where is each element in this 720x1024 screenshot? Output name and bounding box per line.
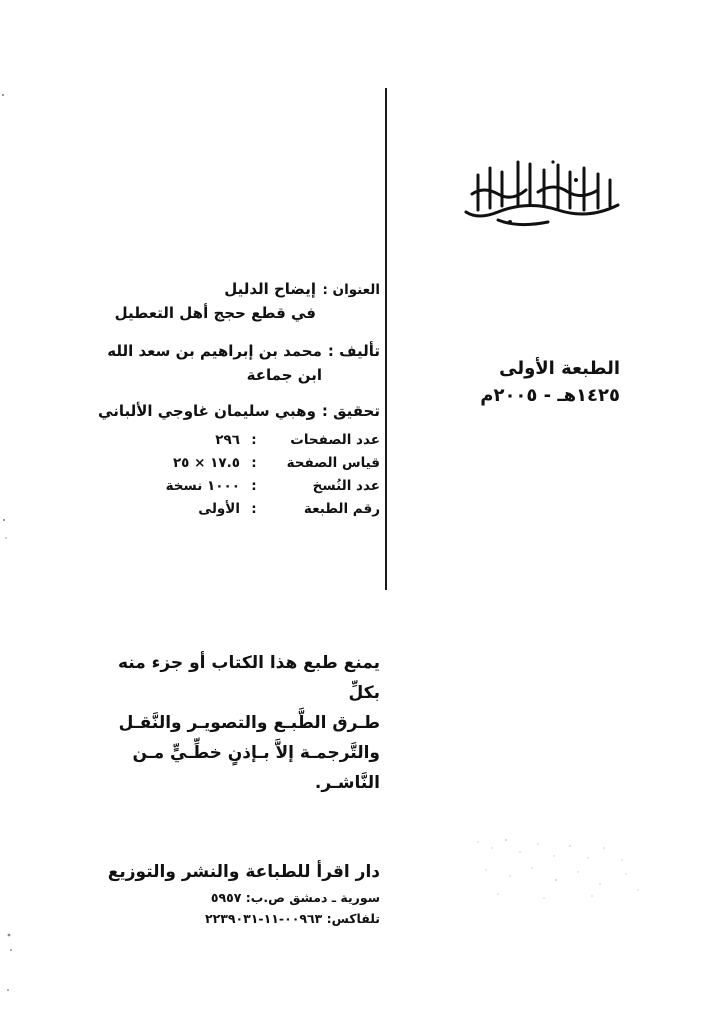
title-row — [80, 282, 380, 298]
detail-label: عدد النُسخ — [312, 477, 380, 494]
edition-label: الطبعة الأولى — [499, 358, 620, 379]
detail-separator: : — [251, 500, 257, 517]
author-line1: محمد بن إبراهيم بن سعد الله — [107, 342, 322, 360]
notice-line-1: يمنع طبع هذا الكتاب أو جزء منه بكلِّ — [117, 653, 380, 703]
detail-value: الأولى — [198, 500, 240, 517]
publisher-fax: تلفاكس: ٠٠٩٦٣-١١-٢٢٣٩٠٣١ — [204, 911, 380, 926]
author-row-2 — [80, 366, 380, 384]
detail-row-size — [80, 451, 380, 474]
author-label: تأليف : — [327, 342, 380, 360]
detail-separator: : — [251, 477, 257, 494]
detail-label: رقم الطبعة — [303, 500, 380, 517]
title-line1: إيضاح الدليل — [224, 280, 316, 298]
author-line2: ابن جماعة — [246, 366, 322, 384]
detail-value: ٢٩٦ — [215, 431, 240, 448]
scan-margin-noise — [0, 0, 20, 1024]
scan-speckle — [458, 830, 658, 910]
detail-value: ١٠٠٠ نسخة — [165, 477, 240, 494]
basmala-calligraphy-image — [458, 150, 628, 230]
detail-label: قياس الصفحة — [286, 454, 380, 471]
publisher-address: سورية ـ دمشق ص.ب: ٥٩٥٧ — [210, 890, 380, 905]
detail-row-copies — [80, 474, 380, 497]
author-row — [80, 342, 380, 360]
edition-block — [430, 358, 620, 412]
editor-row — [80, 402, 380, 420]
copyright-notice — [90, 648, 380, 798]
edition-date: ١٤٢٥هـ - ٢٠٠٥م — [480, 385, 620, 406]
detail-row-pages — [80, 428, 380, 451]
detail-separator: : — [251, 431, 257, 448]
publisher-block — [80, 862, 380, 932]
title-row-2 — [80, 304, 380, 322]
vertical-divider — [385, 88, 387, 590]
basmala-calligraphy — [458, 150, 628, 230]
book-metadata — [80, 282, 380, 520]
title-label: العنوان : — [322, 282, 380, 298]
editor-label: تحقيق : — [321, 402, 380, 420]
detail-row-edition-number — [80, 497, 380, 520]
notice-line-2: طـرق الطَّبـع والتصويـر والنَّقـل — [118, 713, 380, 733]
detail-value: ١٧.٥ × ٢٥ — [172, 454, 240, 471]
detail-separator: : — [251, 454, 257, 471]
notice-line-3: والتَّرجمـة إلاَّ بـإذنٍ خطِّـيٍّ مـن النَّاشـر. — [132, 743, 380, 793]
detail-label: عدد الصفحات — [290, 431, 380, 448]
title-line2: في قطع حجج أهل التعطيل — [114, 304, 316, 322]
editor-name: وهبي سليمان غاوجي الألباني — [98, 402, 316, 420]
publisher-name: دار اقرأ للطباعة والنشر والتوزيع — [107, 862, 380, 882]
